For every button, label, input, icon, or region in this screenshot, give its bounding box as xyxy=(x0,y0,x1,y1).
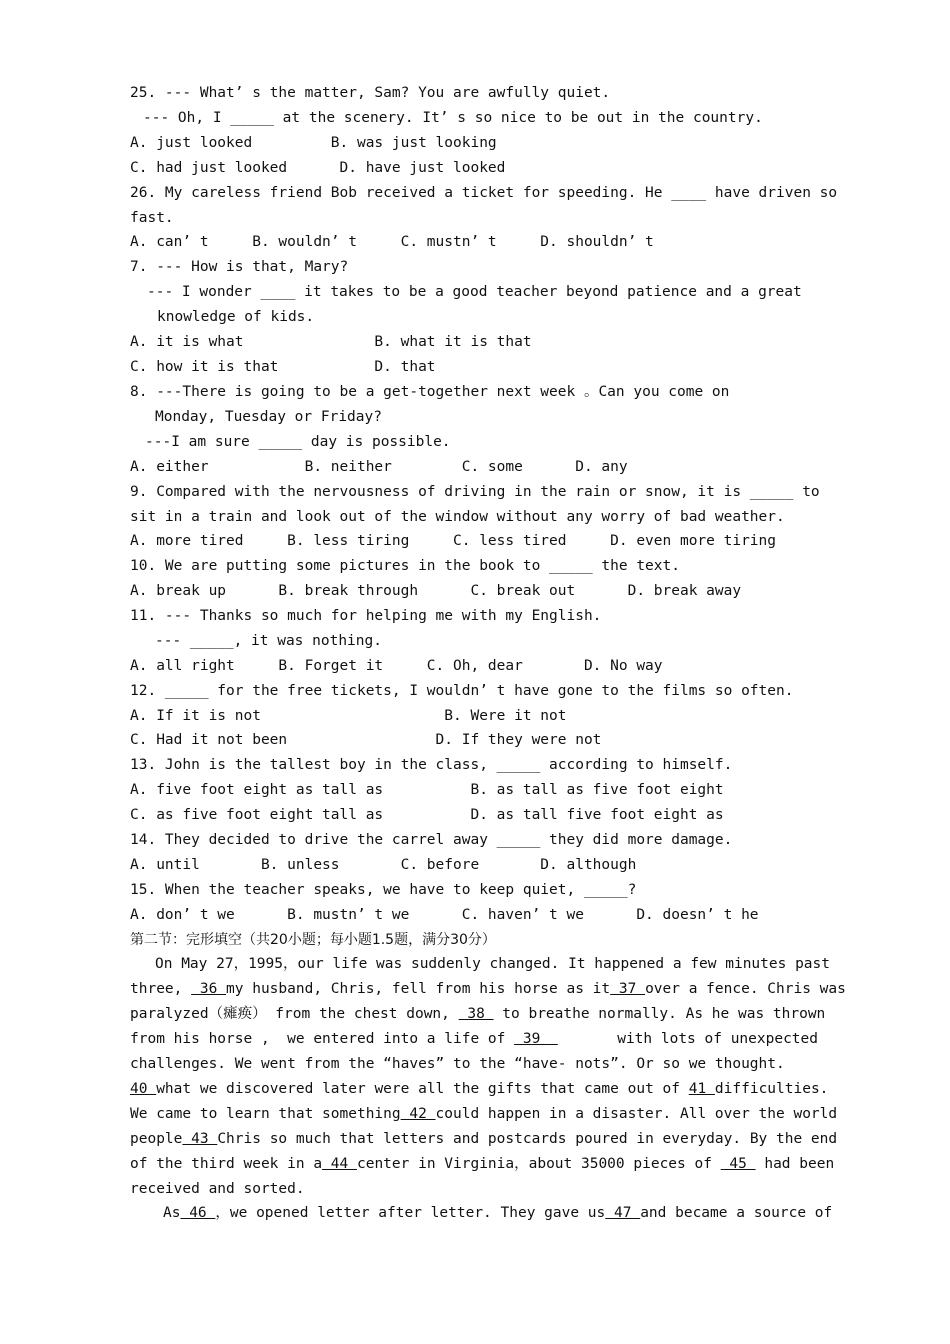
q11-dialogue: --- _____, it was nothing. xyxy=(155,633,382,649)
passage-line-11 xyxy=(163,1202,833,1224)
blank-38: 38 xyxy=(458,1006,494,1022)
blank-39: 39 xyxy=(514,1031,558,1047)
passage-text: of the third week in a xyxy=(130,1156,323,1172)
q12-options-cd: C. Had it not been D. If they were not xyxy=(130,732,602,748)
q11-options: A. all right B. Forget it C. Oh, dear D. No way xyxy=(130,658,663,674)
blank-40: 40 xyxy=(130,1081,157,1097)
blank-44: 44 xyxy=(322,1156,357,1172)
passage-text: over a fence. Chris was xyxy=(645,981,846,997)
blank-42: 42 xyxy=(400,1106,436,1122)
q13-options-ab: A. five foot eight as tall as B. as tall as five foot eight xyxy=(130,782,724,798)
q10-stem: 10. We are putting some pictures in the book to _____ the text. xyxy=(130,558,680,574)
q12-stem: 12. _____ for the free tickets, I wouldn’ t have gone to the films so often. xyxy=(130,683,794,699)
passage-text: center in Virginia，about 35000 pieces of xyxy=(356,1156,721,1172)
passage-text: had been xyxy=(755,1156,835,1172)
passage-text: with lots of unexpected xyxy=(608,1031,818,1047)
passage-text: challenges. We went from the “haves” to the “have- nots”. Or so we thought. xyxy=(130,1056,785,1072)
q10-options: A. break up B. break through C. break out D. break away xyxy=(130,583,742,599)
q25-dialogue: --- Oh, I _____ at the scenery. It’ s so nice to be out in the country. xyxy=(143,110,763,126)
q25-options-ab: A. just looked B. was just looking xyxy=(130,135,497,151)
q8-options: A. either B. neither C. some D. any xyxy=(130,459,628,475)
q7-dialogue-cont: knowledge of kids. xyxy=(157,309,315,325)
q25-stem: 25. --- What’ s the matter, Sam? You are awfully quiet. xyxy=(130,85,611,101)
q7-stem: 7. --- How is that, Mary? xyxy=(130,259,349,275)
q9-stem: 9. Compared with the nervousness of driving in the rain or snow, it is _____ to xyxy=(130,484,820,500)
passage-line-2 xyxy=(130,978,846,1000)
passage-line-9 xyxy=(130,1153,835,1175)
blank-37: 37 xyxy=(610,981,646,997)
q7-options-ab: A. it is what B. what it is that xyxy=(130,334,532,350)
passage-text: three, xyxy=(130,981,192,997)
passage-line-10: received and sorted. xyxy=(130,1181,305,1197)
passage-text: from his horse , we entered into a life of xyxy=(130,1031,515,1047)
q14-stem: 14. They decided to drive the carrel away _____ they did more damage. xyxy=(130,832,733,848)
blank-41: 41 xyxy=(688,1081,715,1097)
blank-46: 46 xyxy=(180,1205,216,1221)
passage-text: and became a source of xyxy=(640,1205,833,1221)
q26-stem: 26. My careless friend Bob received a ticket for speeding. He ____ have driven so xyxy=(130,185,838,201)
q12-options-ab: A. If it is not B. Were it not xyxy=(130,708,567,724)
passage-line-3 xyxy=(130,1003,826,1025)
q11-stem: 11. --- Thanks so much for helping me with my English. xyxy=(130,608,602,624)
passage-line-4 xyxy=(130,1028,818,1050)
blank-43: 43 xyxy=(182,1131,218,1147)
q7-options-cd: C. how it is that D. that xyxy=(130,359,436,375)
passage-line-1 xyxy=(155,953,831,975)
passage-line-5 xyxy=(130,1053,818,1075)
passage-text: On May 27，1995，our life was suddenly changed. It happened a few minutes past xyxy=(155,956,831,972)
blank-45: 45 xyxy=(720,1156,756,1172)
passage-line-6 xyxy=(130,1078,829,1100)
q9-options: A. more tired B. less tiring C. less tired D. even more tiring xyxy=(130,533,777,549)
q14-options: A. until B. unless C. before D. although xyxy=(130,857,637,873)
passage-text: Chris so much that letters and postcards poured in everyday. By the end xyxy=(217,1131,838,1147)
passage-line-7 xyxy=(130,1103,838,1125)
q25-options-cd: C. had just looked D. have just looked xyxy=(130,160,506,176)
section-heading: 第二节：完形填空（共20小题；每小题1.5题，满分30分） xyxy=(130,932,496,948)
passage-line-8 xyxy=(130,1128,838,1150)
passage-text: As xyxy=(163,1205,181,1221)
q13-options-cd: C. as five foot eight tall as D. as tall five foot eight as xyxy=(130,807,724,823)
q26-options: A. can’ t B. wouldn’ t C. mustn’ t D. shouldn’ t xyxy=(130,234,654,250)
passage-text: We came to learn that something xyxy=(130,1106,401,1122)
q8-stem: 8. ---There is going to be a get-together next week 。Can you come on xyxy=(130,384,730,400)
blank-47: 47 xyxy=(605,1205,641,1221)
q15-options: A. don’ t we B. mustn’ t we C. haven’ t we D. doesn’ t he xyxy=(130,907,759,923)
q13-stem: 13. John is the tallest boy in the class, _____ according to himself. xyxy=(130,757,733,773)
passage-text: paralyzed（瘫痪） from the chest down, xyxy=(130,1006,459,1022)
blank-36: 36 xyxy=(191,981,227,997)
passage-text: my husband, Chris, fell from his horse as it xyxy=(226,981,611,997)
passage-text: what we discovered later were all the gifts that came out of xyxy=(156,1081,689,1097)
q15-stem: 15. When the teacher speaks, we have to keep quiet, _____? xyxy=(130,882,637,898)
passage-text: people xyxy=(130,1131,183,1147)
q8-stem-cont: Monday, Tuesday or Friday? xyxy=(155,409,382,425)
passage-text: difficulties. xyxy=(714,1081,829,1097)
passage-text: could happen in a disaster. All over the world xyxy=(435,1106,838,1122)
q26-stem-cont: fast. xyxy=(130,210,174,226)
q7-dialogue: --- I wonder ____ it takes to be a good teacher beyond patience and a great xyxy=(147,284,802,300)
q8-dialogue: ---I am sure _____ day is possible. xyxy=(145,434,451,450)
passage-text: to breathe normally. As he was thrown xyxy=(493,1006,826,1022)
passage-text: ，we opened letter after letter. They gave us xyxy=(215,1205,606,1221)
q9-stem-cont: sit in a train and look out of the window without any worry of bad weather. xyxy=(130,509,785,525)
